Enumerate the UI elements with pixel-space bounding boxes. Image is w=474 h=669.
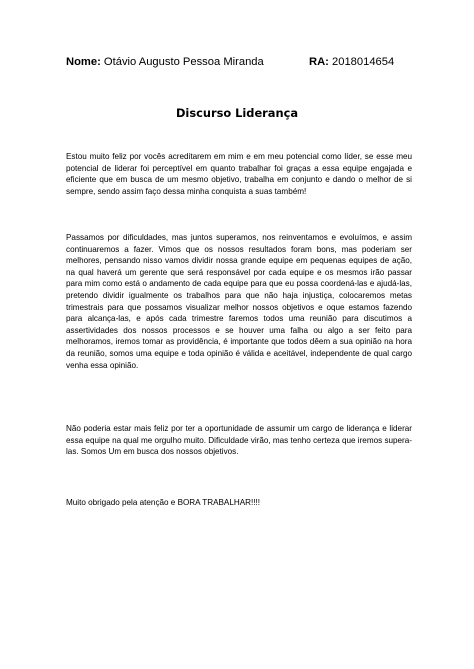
paragraph-1: Estou muito feliz por vocês acreditarem em mim e em meu potencial como líder, se esse meu potencial de liderar foi perceptível em quanto trabalhar foi graças a essa equipe engajada e eficiente que em busca de um mesmo objetivo, trabalha em conjunto e dando o melhor de si sempre, sendo assim faço dessa minha conquista a suas também! [66, 152, 412, 196]
paragraph-3: Não poderia estar mais feliz por ter a oportunidade de assumir um cargo de liderança e liderar essa equipe na qual me orgulho muito. Dificuldade virão, mas tenho certeza que iremos supera-las. Somos Um em busca dos nossos objetivos. [66, 424, 412, 457]
closing-line: Muito obrigado pela atenção e BORA TRABALHAR!!!! [66, 498, 261, 507]
ra-label: RA: [309, 56, 329, 68]
document-header [66, 55, 406, 69]
name-field [66, 56, 264, 68]
name-value: Otávio Augusto Pessoa Miranda [103, 56, 264, 68]
ra-value: 2018014654 [332, 56, 395, 68]
name-label: Nome: [66, 56, 101, 68]
document-title: Discurso Liderança [175, 106, 299, 120]
ra-field [309, 55, 394, 69]
paragraph-2: Passamos por dificuldades, mas juntos superamos, nos reinventamos e evoluímos, e assim continuaremos a fazer. Vimos que os nossos resultados foram bons, mas poderiam ser melhores, pensando nisso vamos dividir nossa grande equipe em pequenas equipes de ação, na qual haverá um gerente que será responsável por cada equipe e os mesmos irão passar para mim como está o andamento de cada equipe para que eu possa coordená-las e ajudá-las, pretendo dividir igualmente os trabalhos para que não haja injustiça, colocaremos metas trimestrais para que possamos visualizar melhor nossos objetivos e oque estamos fazendo para alcança-las, e após cada trimestre faremos todos uma reunião para discutimos a assertividades dos nossos processos e se houver uma falha ou algo a ser feito para melhoramos, iremos tomar as providência, é importante que todos dêem a sua opinião na hora da reunião, somos uma equipe e toda opinião é válida e aceitável, independente de qual cargo venha essa opinião. [66, 233, 412, 370]
